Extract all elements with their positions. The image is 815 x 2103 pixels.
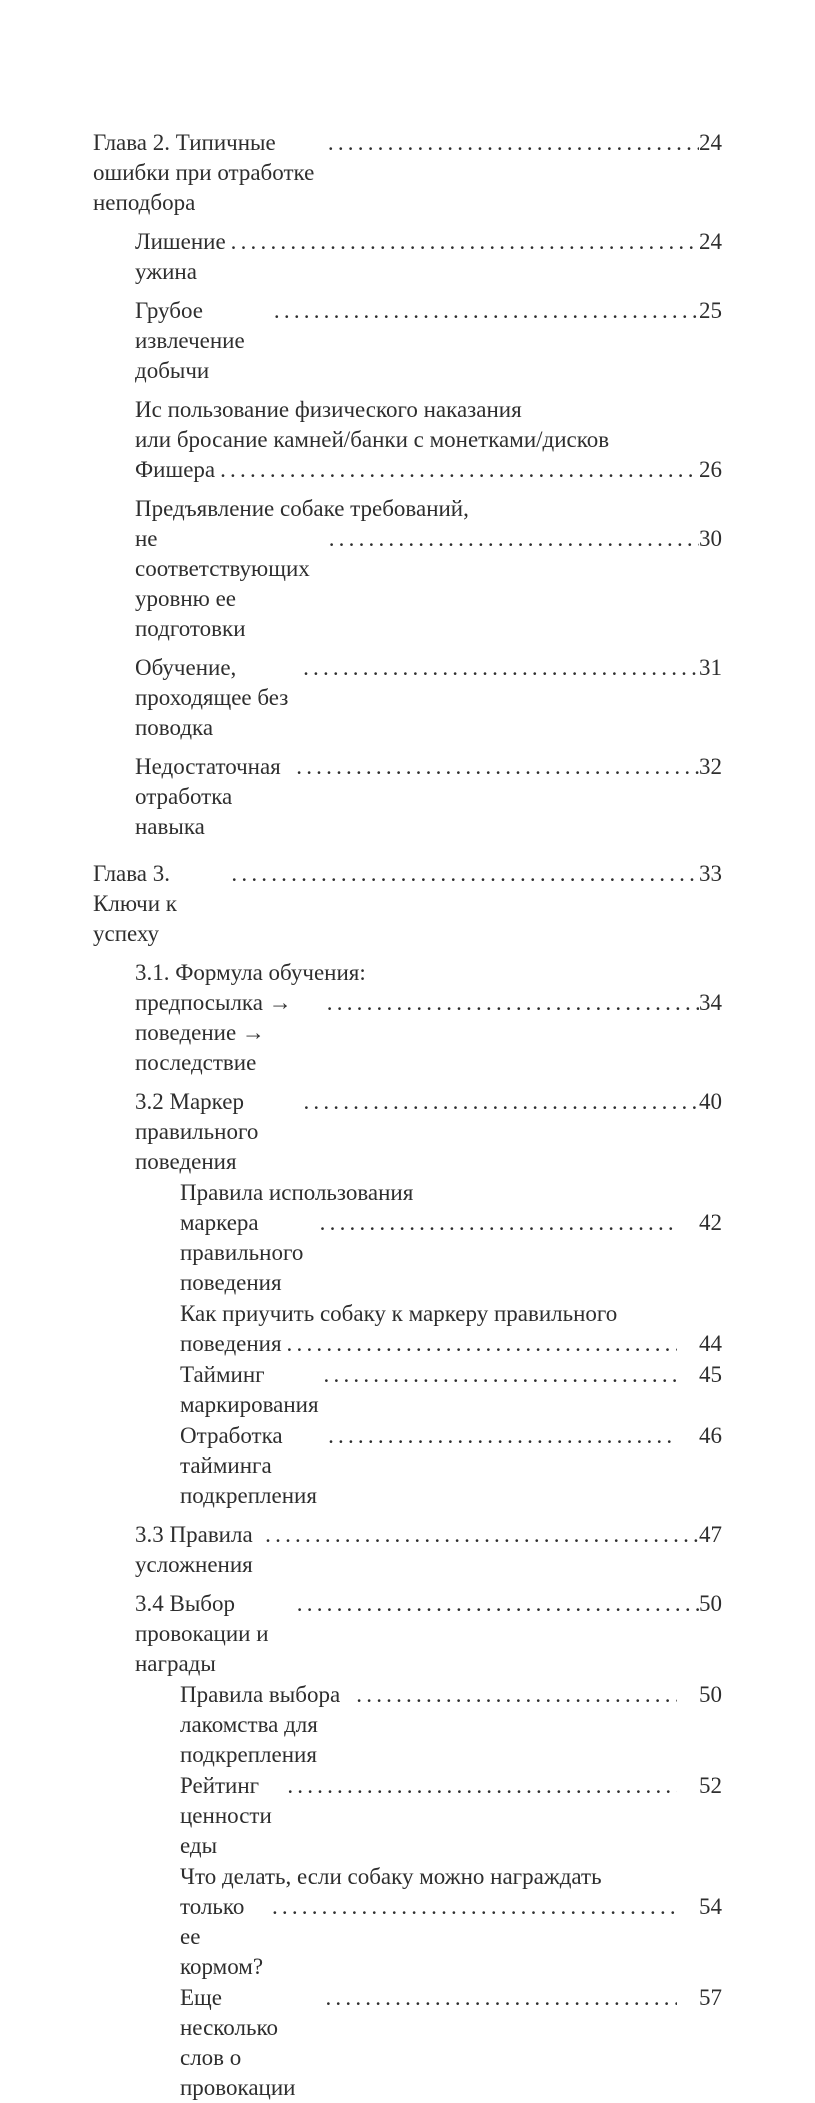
- toc-entry: [93, 494, 722, 644]
- dot-leader: [260, 1520, 699, 1550]
- page-number: 32: [699, 754, 722, 779]
- toc-entry-title: Отработка тайминга подкрепления: [180, 1423, 317, 1508]
- dot-leader: [226, 227, 699, 257]
- dot-leader: [323, 128, 699, 158]
- toc-entry: [93, 1983, 722, 2103]
- toc-entry-line: [93, 859, 722, 949]
- toc-entry-title: Ис пользование физического наказания: [135, 397, 522, 422]
- toc-entry-title: не соответствующих уровню ее подготовки: [135, 526, 316, 641]
- dot-leader: [291, 752, 699, 782]
- toc-entry-line: [135, 455, 722, 485]
- toc-entry-line: [180, 1421, 722, 1511]
- toc-entry-line: [135, 494, 722, 524]
- toc-entry: [93, 958, 722, 1078]
- toc-entry: [93, 128, 722, 218]
- toc-entry: [93, 227, 722, 287]
- toc-entry-title: Правила использования: [180, 1180, 414, 1205]
- toc-entry-title: Грубое извлечение добычи: [135, 298, 251, 383]
- page-number: 31: [699, 655, 722, 680]
- dot-leader: [320, 1983, 677, 2013]
- toc-entry-line: [135, 1087, 722, 1177]
- toc-entry: [93, 1087, 722, 1177]
- page-number: 24: [699, 130, 722, 155]
- page-number: 42: [699, 1210, 722, 1235]
- toc-entry: [93, 1589, 722, 1679]
- toc-entry-title: Глава 3. Ключи к успеху: [93, 861, 183, 946]
- toc-entry-line: [180, 1680, 722, 1770]
- dot-leader: [324, 524, 699, 554]
- toc-entry-title: Рейтинг ценности еды: [180, 1773, 278, 1858]
- toc-entry: [93, 395, 722, 485]
- dot-leader: [298, 653, 699, 683]
- toc-entry-line: [135, 524, 722, 644]
- toc-entry-line: [135, 752, 722, 842]
- page-number: 40: [699, 1089, 722, 1114]
- page-number: 54: [699, 1894, 722, 1919]
- dot-leader: [267, 1892, 677, 1922]
- toc-entry-line: [180, 1892, 722, 1982]
- toc-entry-title: Недостаточная отработка навыка: [135, 754, 287, 839]
- toc-entry-line: [180, 1178, 722, 1208]
- toc-entry-line: [180, 1208, 722, 1298]
- dot-leader: [282, 1329, 677, 1359]
- page-number: 50: [699, 1591, 722, 1616]
- toc-entry-title: только ее кормом?: [180, 1894, 264, 1979]
- page-number: 24: [699, 229, 722, 254]
- toc-entry-title: Правила выбора лакомства для подкрепления: [180, 1682, 346, 1767]
- page-number: 44: [699, 1331, 722, 1356]
- page-number: 46: [699, 1423, 722, 1448]
- page-number: 45: [699, 1362, 722, 1387]
- toc-entry-title: Глава 2. Типичные ошибки при отработке неподбора: [93, 130, 321, 215]
- toc-entry-line: [135, 296, 722, 386]
- toc-entry: [93, 752, 722, 842]
- page-number: 52: [699, 1773, 722, 1798]
- toc-entry-line: [180, 1329, 722, 1359]
- page-number: 47: [699, 1522, 722, 1547]
- toc-entry-title: Фишера: [135, 457, 216, 482]
- page-number: 30: [699, 526, 722, 551]
- toc-entry-title: 3.3 Правила усложнения: [135, 1522, 259, 1577]
- toc-entry: [93, 653, 722, 743]
- dot-leader: [215, 455, 699, 485]
- toc-entry-line: [180, 1983, 722, 2103]
- toc-entry-title: или бросание камней/банки с монетками/дисков: [135, 427, 610, 452]
- toc-entry: [93, 1680, 722, 1770]
- toc-entry: [93, 1360, 722, 1420]
- toc-entry-title: Лишение ужина: [135, 229, 232, 284]
- dot-leader: [298, 1087, 699, 1117]
- toc-entry: [93, 859, 722, 949]
- toc-entry-line: [135, 1520, 722, 1580]
- toc-entry-line: [135, 958, 722, 988]
- page-number: 33: [699, 861, 722, 886]
- toc-entry-line: [180, 1299, 722, 1329]
- dot-leader: [226, 859, 699, 889]
- toc-entry-line: [135, 395, 722, 425]
- toc-entry-line: [135, 425, 722, 455]
- toc-entry-title: 3.4 Выбор провокации и награды: [135, 1591, 275, 1676]
- toc-entry-line: [180, 1862, 722, 1892]
- dot-leader: [351, 1680, 677, 1710]
- toc-entry-title: 3.2 Маркер правильного поведения: [135, 1089, 265, 1174]
- page-number: 25: [699, 298, 722, 323]
- toc-entry: [93, 1299, 722, 1359]
- dot-leader: [282, 1771, 677, 1801]
- dot-leader: [322, 988, 699, 1018]
- toc-entry-title: Тайминг маркирования: [180, 1362, 319, 1417]
- toc-entry-line: [135, 227, 722, 287]
- toc-entry-title: предпосылка → поведение → последствие: [135, 990, 298, 1075]
- toc-entry-line: [180, 1360, 722, 1420]
- toc-entry: [93, 1421, 722, 1511]
- toc-entry: [93, 1520, 722, 1580]
- toc-entry: [93, 296, 722, 386]
- toc-entry: [93, 1178, 722, 1298]
- page-number: 50: [699, 1682, 722, 1707]
- table-of-contents: [93, 128, 722, 2103]
- toc-entry-line: [93, 128, 722, 218]
- toc-entry-title: поведения: [180, 1331, 282, 1356]
- toc-entry-title: Предъявление собаке требований,: [135, 496, 469, 521]
- toc-entry-title: 3.1. Формула обучения:: [135, 960, 366, 985]
- toc-entry-title: Еще несколько слов о провокации: [180, 1985, 296, 2100]
- toc-entry-title: Как приучить собаку к маркеру правильного: [180, 1301, 618, 1326]
- page-number: 26: [699, 457, 722, 482]
- toc-entry: [93, 1862, 722, 1982]
- page-number: 34: [699, 990, 722, 1015]
- toc-entry-line: [135, 653, 722, 743]
- dot-leader: [292, 1589, 699, 1619]
- toc-entry-line: [135, 988, 722, 1078]
- dot-leader: [323, 1421, 677, 1451]
- page-number: 57: [699, 1985, 722, 2010]
- dot-leader: [269, 296, 699, 326]
- toc-entry: [93, 1771, 722, 1861]
- toc-entry-line: [180, 1771, 722, 1861]
- toc-entry-title: Что делать, если собаку можно награждать: [180, 1864, 602, 1889]
- dot-leader: [315, 1208, 677, 1238]
- toc-entry-title: маркера правильного поведения: [180, 1210, 310, 1295]
- dot-leader: [319, 1360, 677, 1390]
- toc-entry-line: [135, 1589, 722, 1679]
- toc-entry-title: Обучение, проходящее без поводка: [135, 655, 295, 740]
